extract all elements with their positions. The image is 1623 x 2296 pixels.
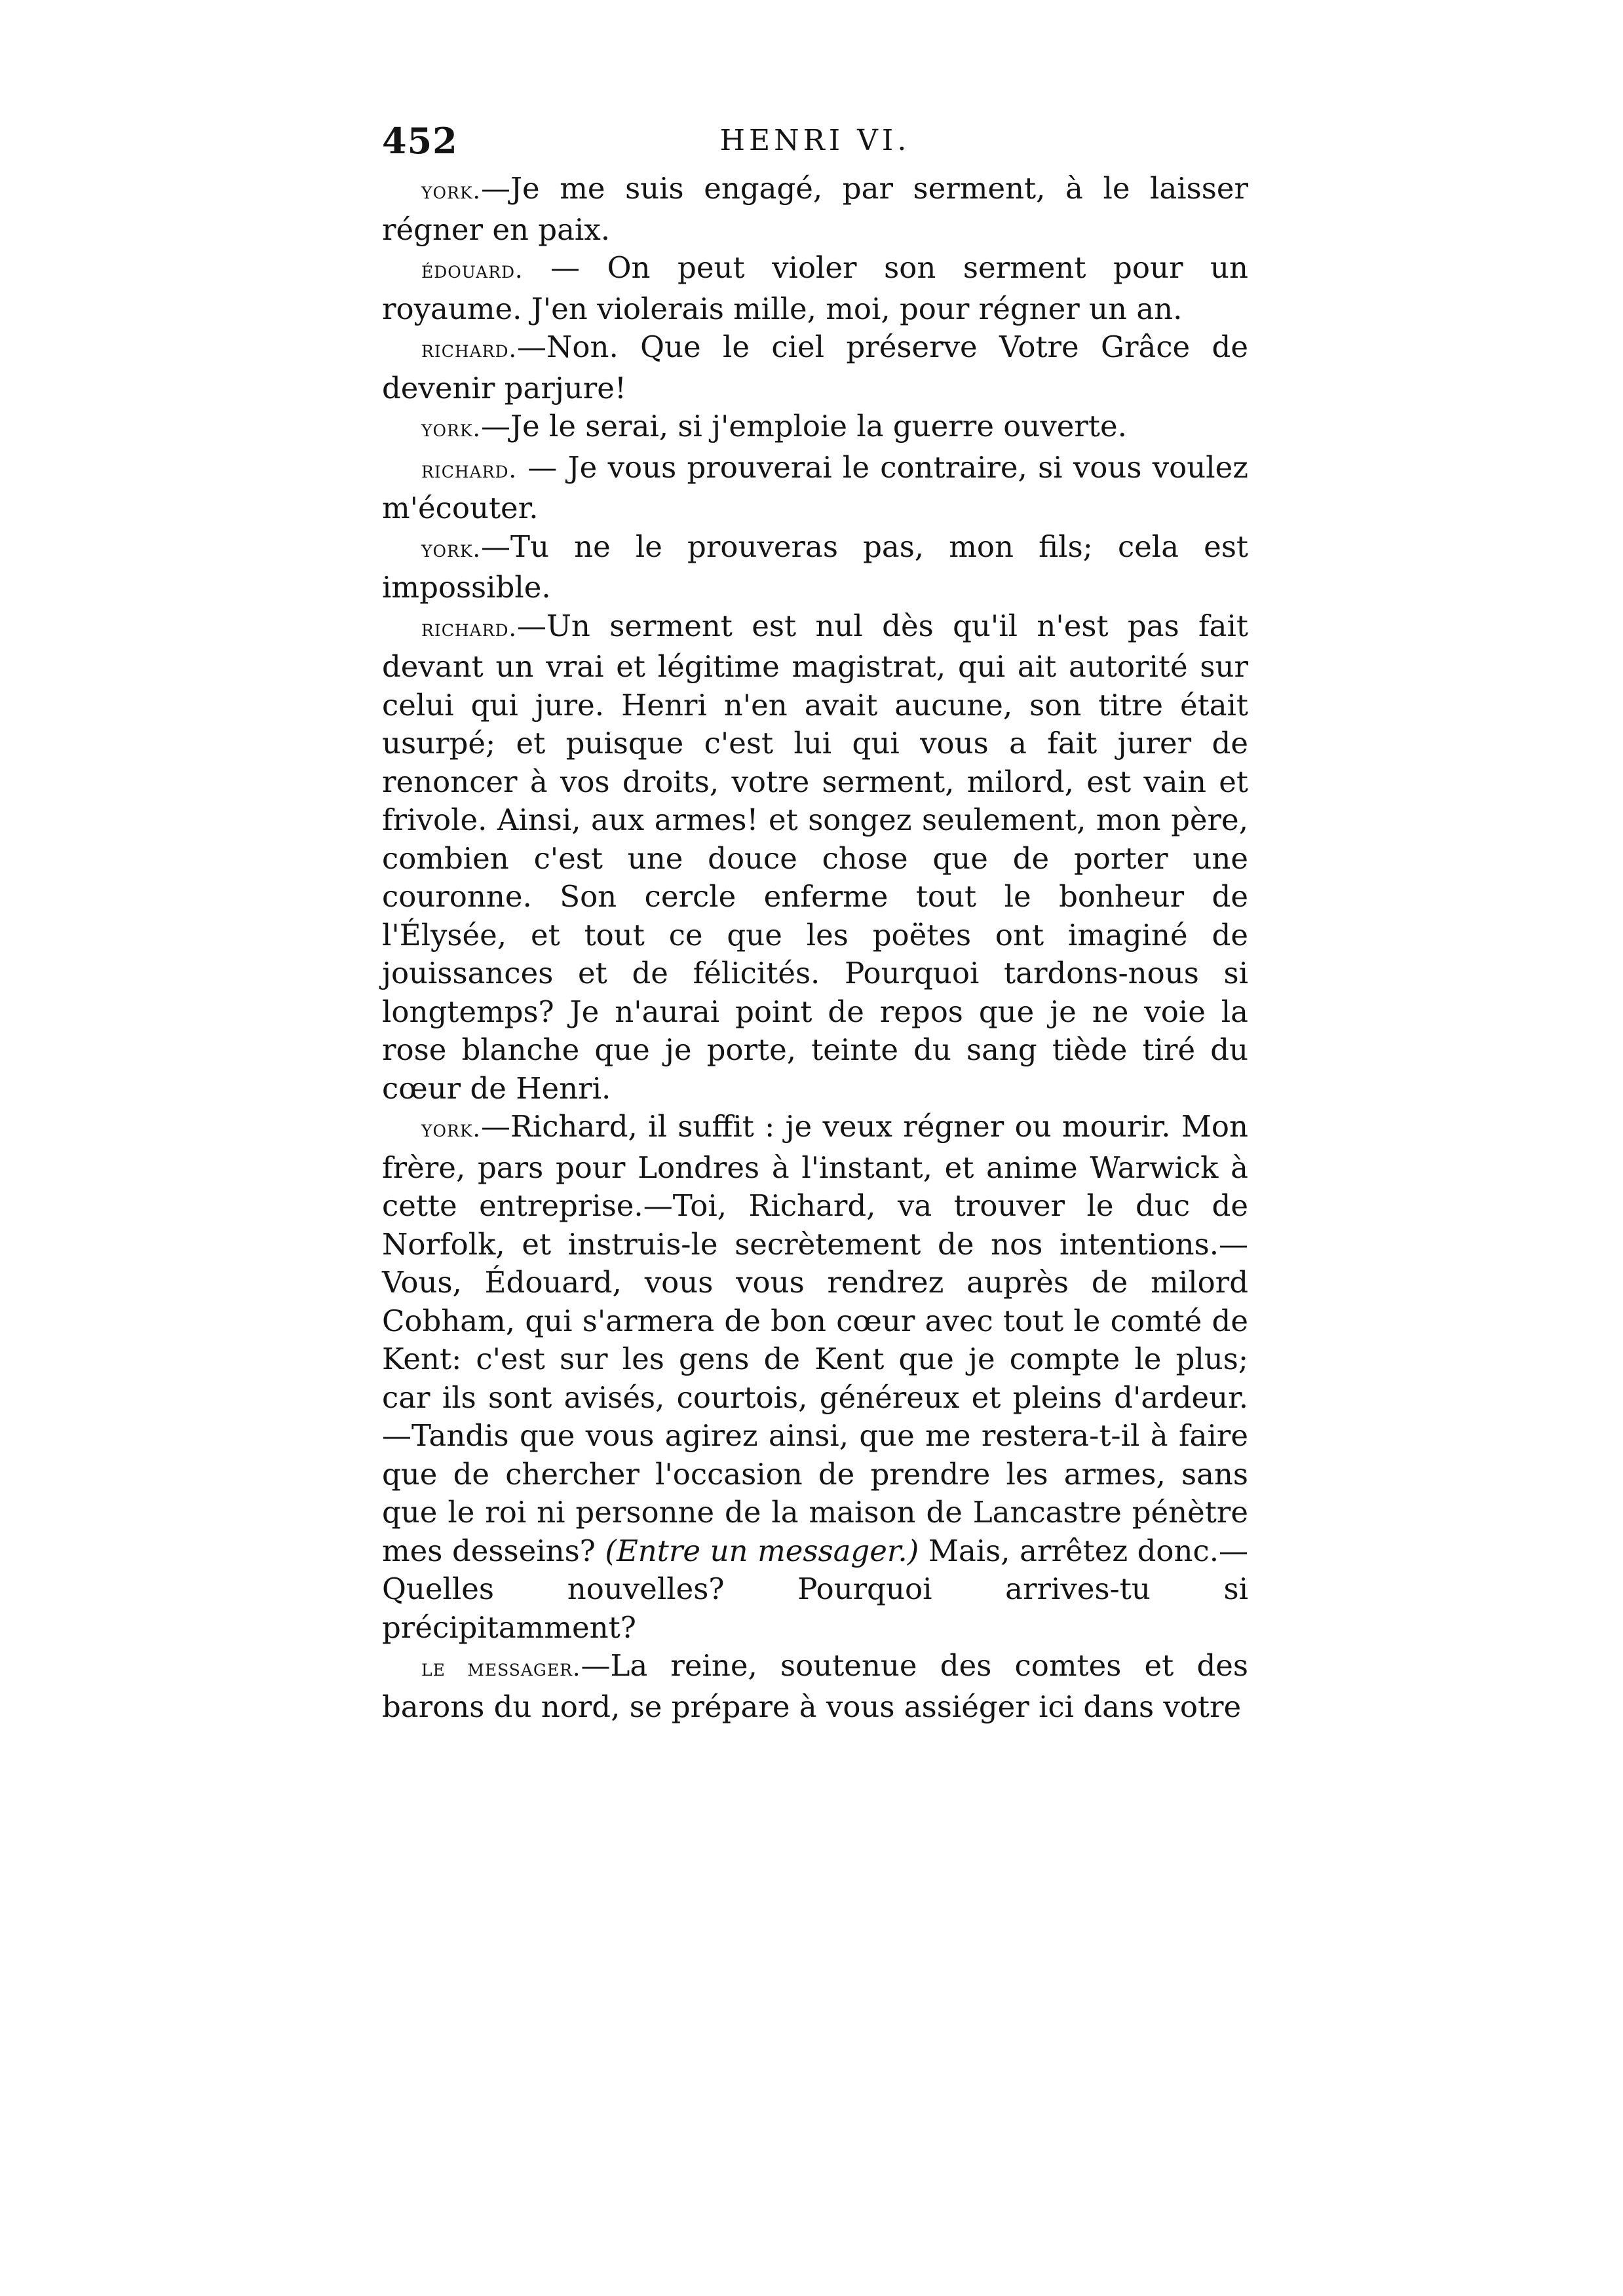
speaker-name: york.: [421, 535, 481, 563]
speaker-name: richard.: [421, 614, 517, 642]
page-number: 452: [382, 120, 458, 162]
speech: [382, 170, 1248, 249]
speech: [382, 249, 1248, 328]
speech-text: — On peut violer son serment pour un royaume. J'en violerais mille, moi, pour régner un an.: [382, 250, 1248, 326]
play-text: [382, 170, 1248, 1726]
speech: [382, 1108, 1248, 1647]
speaker-name: le messager.: [421, 1655, 581, 1682]
book-page: [382, 115, 1248, 1726]
page-header: [382, 115, 1248, 167]
speaker-name: richard.: [421, 336, 517, 363]
stage-direction: (Entre un messager.): [605, 1533, 919, 1568]
speech-text: —Richard, il suffit : je veux régner ou mourir. Mon frère, pars pour Londres à l'instant, et anime Warwick à cette entreprise.—Toi, Richard, va trouver le duc de Norfolk, et instruis-le secrètement de nos intentions.—Vous, Édouard, vous vous rendrez auprès de milord Cobham, qui s'armera de bon cœur avec tout le comté de Kent: c'est sur les gens de Kent que je compte le plus; car ils sont avisés, courtois, généreux et pleins d'ardeur.—Tandis que vous agirez ainsi, que me restera-t-il à faire que de chercher l'occasion de prendre les armes, sans que le roi ni personne de la maison de Lancastre pénètre mes desseins?: [382, 1109, 1248, 1568]
speech: [382, 328, 1248, 407]
speaker-name: york.: [421, 178, 481, 204]
running-head: HENRI VI.: [719, 124, 911, 157]
speech: [382, 1647, 1248, 1726]
speech-text: —Je le serai, si j'emploie la guerre ouverte.: [480, 409, 1127, 443]
speaker-name: richard.: [421, 456, 517, 483]
speaker-name: édouard.: [421, 257, 524, 284]
speech: [382, 407, 1248, 449]
speech: [382, 449, 1248, 528]
speech-text: —La reine, soutenue des comtes et des barons du nord, se prépare à vous assiéger ici dans votre: [382, 1648, 1249, 1724]
speaker-name: york.: [421, 415, 481, 442]
speech: [382, 607, 1248, 1108]
speech-text: —Un serment est nul dès qu'il n'est pas fait devant un vrai et légitime magistrat, qui ait autorité sur celui qui jure. Henri n'en avait aucune, son titre était usurpé; et puisque c'est lui qui vous a fait jurer de renoncer à vos droits, votre serment, milord, est vain et frivole. Ainsi, aux armes! et songez seulement, mon père, combien c'est une douce chose que de porter une couronne. Son cercle enferme tout le bonheur de l'Élysée, et tout ce que les poëtes ont imaginé de jouissances et de félicités. Pourquoi tardons-nous si longtemps? Je n'aurai point de repos que je ne voie la rose blanche que je porte, teinte du sang tiède tiré du cœur de Henri.: [382, 608, 1248, 1106]
speech: [382, 528, 1248, 607]
speech-text-continued: Mais, arrêtez donc.—Quelles nouvelles? Pourquoi arrives-tu si précipitamment?: [382, 1533, 1248, 1645]
speech-text: —Tu ne le prouveras pas, mon fils; cela est impossible.: [382, 529, 1248, 605]
speech-text: —Je me suis engagé, par serment, à le laisser régner en paix.: [382, 171, 1248, 247]
speech-text: —Non. Que le ciel préserve Votre Grâce de devenir parjure!: [382, 329, 1248, 405]
speech-text: — Je vous prouverai le contraire, si vous voulez m'écouter.: [382, 449, 1248, 525]
speaker-name: york.: [421, 1116, 481, 1142]
